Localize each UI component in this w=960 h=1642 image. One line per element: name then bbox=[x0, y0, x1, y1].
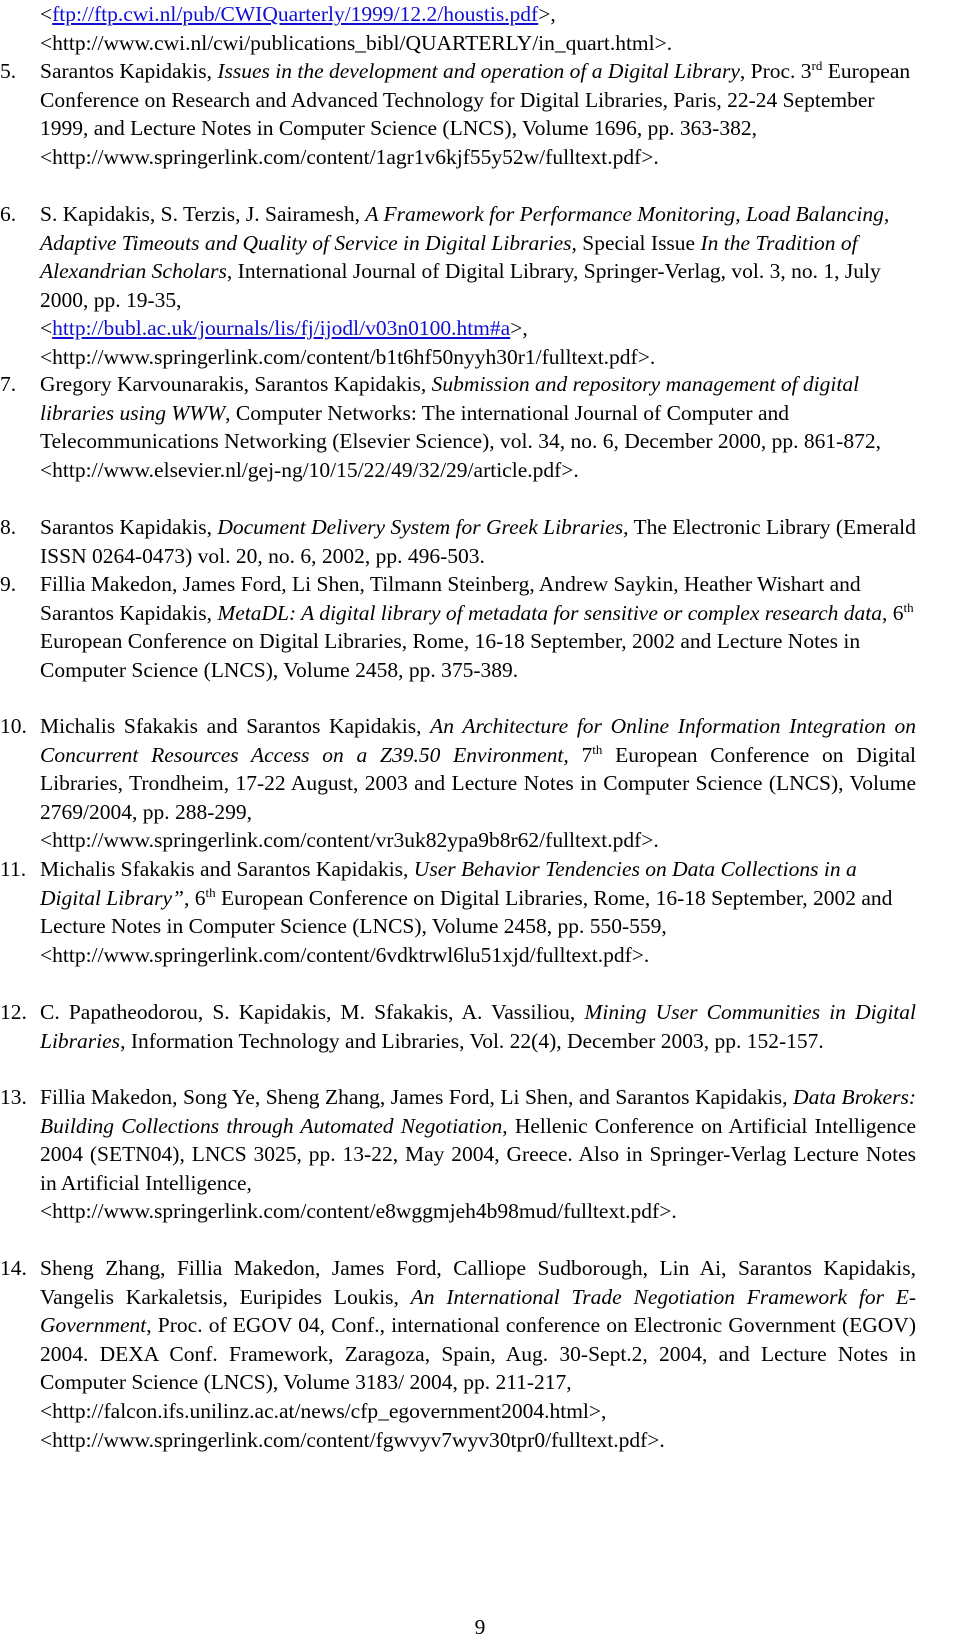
reference-title: Submission and repository management of digital libraries using WWW bbox=[40, 372, 860, 425]
reference-url: <http://www.springerlink.com/content/6vdktrwl6lu51xjd/fulltext.pdf>. bbox=[40, 942, 650, 967]
reference-number: 8. bbox=[0, 515, 17, 539]
reference-item-12 bbox=[0, 998, 916, 1055]
reference-continuation bbox=[40, 0, 916, 57]
reference-number: 5. bbox=[0, 59, 17, 83]
reference-authors: Fillia Makedon, James Ford, Li Shen, Tilmann Steinberg, Andrew Saykin, Heather Wishart and Sarantos Kapidakis, bbox=[40, 572, 861, 625]
reference-detail: , Proc. 3 bbox=[739, 59, 812, 83]
bracket: >, bbox=[538, 2, 556, 26]
reference-number: 6. bbox=[0, 202, 17, 226]
reference-authors: Sheng Zhang, Fillia Makedon, James Ford, Calliope Sudborough, Lin Ai, Sarantos Kapidakis, Vangelis Karkaletsis, Euripides Loukis, bbox=[40, 1256, 916, 1309]
reference-item-8 bbox=[0, 513, 916, 570]
reference-title: Mining User Communities in Digital Libraries bbox=[40, 1000, 916, 1053]
ordinal-superscript: th bbox=[205, 884, 216, 900]
reference-detail: The Electronic Library (Emerald ISSN 0264-0473) vol. 20, no. 6, 2002, pp. 496-503. bbox=[40, 515, 916, 568]
reference-authors: S. Kapidakis, S. Terzis, J. Sairamesh, bbox=[40, 202, 366, 226]
reference-link-line bbox=[40, 314, 916, 343]
continuation-line-1 bbox=[40, 0, 916, 29]
reference-number: 14. bbox=[0, 1256, 27, 1280]
reference-title: Document Delivery System for Greek Libraries, bbox=[217, 515, 629, 539]
reference-item-6 bbox=[0, 200, 916, 372]
reference-authors: Fillia Makedon, Song Ye, Sheng Zhang, James Ford, Li Shen, and Sarantos Kapidakis, bbox=[40, 1085, 794, 1109]
reference-url: <http://falcon.ifs.unilinz.ac.at/news/cfp_egovernment2004.html>, bbox=[40, 1398, 607, 1423]
reference-text bbox=[40, 855, 916, 941]
reference-text bbox=[40, 513, 916, 570]
reference-detail: , Computer Networks: The international Journal of Computer and Telecommunications Networking (Elsevier Science), vol. 34, no. 6, December 2000, pp. 861-872, <http://www.elsevier.nl/gej-ng/10/15/22/49/32/29/article.pdf>. bbox=[40, 400, 881, 482]
reference-number: 12. bbox=[0, 1000, 27, 1024]
bracket: < bbox=[40, 2, 53, 26]
reference-text bbox=[40, 370, 916, 484]
reference-number: 11. bbox=[0, 857, 27, 881]
reference-detail: 7 bbox=[568, 742, 593, 767]
reference-title: User Behavior Tendencies on Data Collections in a Digital Library”, bbox=[40, 857, 857, 910]
reference-text bbox=[40, 200, 916, 314]
reference-number: 13. bbox=[0, 1085, 27, 1109]
reference-detail: , Information Technology and Libraries, Vol. 22(4), December 2003, pp. 152-157. bbox=[120, 1028, 824, 1053]
continuation-line-2: <http://www.cwi.nl/cwi/publications_bibl/QUARTERLY/in_quart.html>. bbox=[40, 30, 673, 55]
bracket: < bbox=[40, 316, 53, 341]
reference-authors: Gregory Karvounarakis, Sarantos Kapidakis, bbox=[40, 372, 432, 396]
ordinal-superscript: rd bbox=[811, 57, 823, 73]
bubl-link[interactable]: http://bubl.ac.uk/journals/lis/fj/ijodl/v03n0100.htm#a bbox=[52, 316, 511, 341]
reference-detail: , International Journal of Digital Library, Springer-Verlag, vol. 3, no. 1, July 2000, pp. 19-35, bbox=[40, 259, 881, 312]
reference-number: 10. bbox=[0, 714, 27, 738]
reference-item-9 bbox=[0, 570, 916, 684]
reference-url: <http://www.springerlink.com/content/e8wggmjeh4b98mud/fulltext.pdf>. bbox=[40, 1199, 677, 1224]
ordinal-superscript: th bbox=[903, 599, 914, 615]
reference-title: Data Brokers: Building Collections through Automated Negotiation bbox=[40, 1085, 916, 1138]
page-number: 9 bbox=[474, 1615, 486, 1639]
reference-item-10 bbox=[0, 712, 917, 855]
reference-detail: European Conference on Research and Advanced Technology for Digital Libraries, Paris, 22-24 September 1999, and Lecture Notes in Computer Science (LNCS), Volume 1696, pp. 363-382, bbox=[40, 59, 911, 141]
reference-title: A Framework for Performance Monitoring, Load Balancing, Adaptive Timeouts and Quality of Service in Digital Libraries, bbox=[40, 202, 890, 255]
reference-authors: Michalis Sfakakis and Sarantos Kapidakis, bbox=[40, 714, 431, 738]
reference-title: An International Trade Negotiation Framework for E-Government bbox=[40, 1284, 916, 1338]
reference-item-13 bbox=[0, 1083, 916, 1226]
reference-url: <http://www.springerlink.com/content/fgwvyv7wyv30tpr0/fulltext.pdf>. bbox=[40, 1427, 665, 1452]
reference-authors: Michalis Sfakakis and Sarantos Kapidakis, bbox=[40, 857, 414, 881]
reference-text bbox=[40, 712, 916, 826]
reference-item-14 bbox=[0, 1254, 916, 1454]
reference-detail: 6 bbox=[189, 885, 206, 910]
reference-number: 9. bbox=[0, 572, 17, 596]
reference-title: MetaDL: A digital library of metadata for sensitive or complex research data bbox=[217, 600, 882, 625]
bracket: >, bbox=[510, 316, 528, 341]
reference-authors: Sarantos Kapidakis, bbox=[40, 59, 218, 83]
ftp-link[interactable]: ftp://ftp.cwi.nl/pub/CWIQuarterly/1999/12.2/houstis.pdf bbox=[52, 2, 539, 26]
reference-detail: , Hellenic Conference on Artificial Intelligence 2004 (SETN04), LNCS 3025, pp. 13-22, May 2004, Greece. Also in Springer-Verlag Lecture Notes in Artificial Intelligence, bbox=[40, 1113, 916, 1195]
reference-item-7 bbox=[0, 370, 916, 484]
reference-text bbox=[40, 998, 916, 1055]
reference-detail: European Conference on Digital Libraries, Rome, 16-18 September, 2002 and Lecture Notes in Computer Science (LNCS), Volume 2458, pp. 550-559, bbox=[40, 885, 893, 939]
reference-item-5 bbox=[0, 57, 916, 171]
reference-number: 7. bbox=[0, 372, 17, 396]
ordinal-superscript: th bbox=[592, 741, 603, 757]
reference-url: <http://www.springerlink.com/content/1agr1v6kjf55y52w/fulltext.pdf>. bbox=[40, 144, 659, 169]
reference-text bbox=[40, 57, 916, 143]
reference-item-11 bbox=[0, 855, 916, 969]
reference-authors: Sarantos Kapidakis, bbox=[40, 515, 218, 539]
reference-detail: , 6 bbox=[881, 600, 904, 625]
reference-text bbox=[40, 1083, 916, 1197]
reference-detail: European Conference on Digital Libraries, Trondheim, 17-22 August, 2003 and Lecture Notes in Computer Science (LNCS), Volume 2769/2004, pp. 288-299, bbox=[40, 742, 917, 824]
reference-detail: , Proc. of EGOV 04, Conf., international conference on Electronic Government (EGOV) 2004. DEXA Conf. Framework, Zaragoza, Spain, Aug. 30-Sept.2, 2004, and Lecture Notes in Computer Science (LNCS), Volume 3183/ 2004, pp. 211-217, bbox=[40, 1313, 916, 1395]
reference-url: <http://www.springerlink.com/content/vr3uk82ypa9b8r62/fulltext.pdf>. bbox=[40, 828, 659, 853]
reference-text bbox=[40, 1254, 916, 1397]
reference-title: Issues in the development and operation of a Digital Library bbox=[217, 59, 740, 83]
reference-text bbox=[40, 570, 916, 684]
reference-authors: C. Papatheodorou, S. Kapidakis, M. Sfakakis, A. Vassiliou, bbox=[40, 1000, 585, 1024]
reference-detail: Special Issue bbox=[576, 230, 701, 255]
reference-url: <http://www.springerlink.com/content/b1t6hf50nyyh30r1/fulltext.pdf>. bbox=[40, 344, 656, 369]
reference-title: An Architecture for Online Information Integration on Concurrent Resources Access on a Z39.50 Environment, bbox=[40, 714, 916, 767]
special-issue-title: In the Tradition of Alexandrian Scholars bbox=[40, 230, 858, 284]
reference-detail: European Conference on Digital Libraries, Rome, 16-18 September, 2002 and Lecture Notes in Computer Science (LNCS), Volume 2458, pp. 375-389. bbox=[40, 629, 861, 682]
